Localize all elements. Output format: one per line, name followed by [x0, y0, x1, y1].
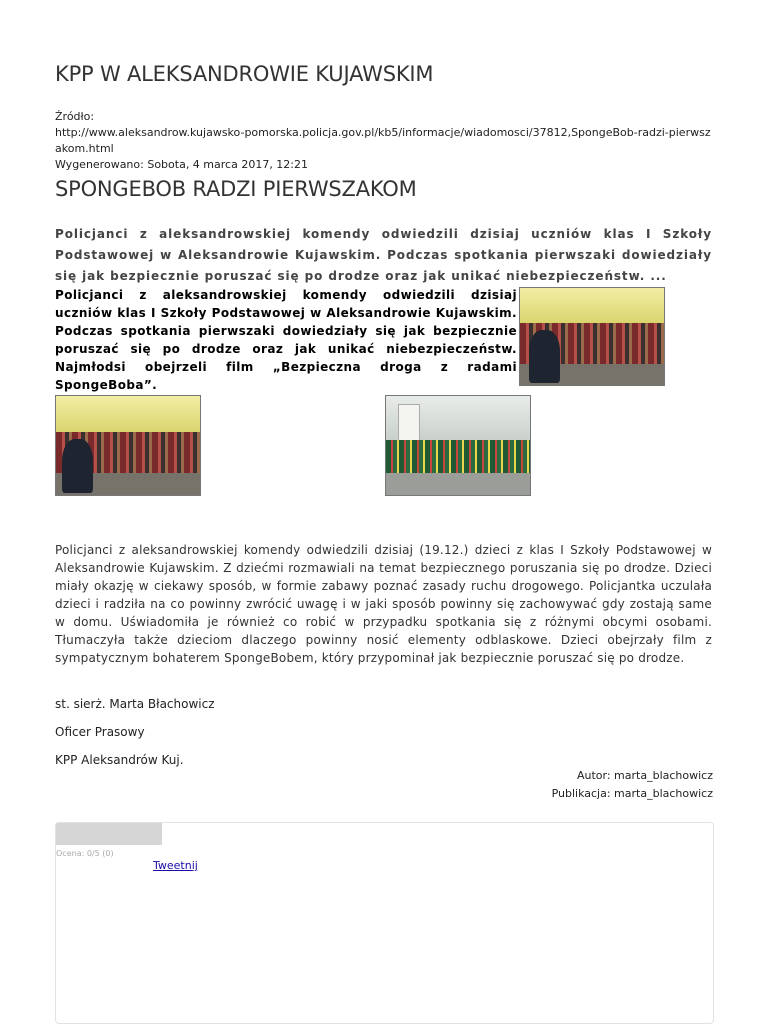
- photo-3[interactable]: [385, 395, 531, 496]
- article-lead: Policjanci z aleksandrowskiej komendy odwiedzili dzisiaj uczniów klas I Szkoły Podstawowej w Aleksandrowie Kujawskim. Podczas spotkania pierwszaki dowiedziały się jak bezpiecznie poruszać się po drodze oraz jak unikać niebezpieczeństw. ...: [55, 227, 712, 283]
- author-meta: Autor: marta_blachowicz: [576, 769, 713, 782]
- site-title: KPP W ALEKSANDROWIE KUJAWSKIM: [55, 62, 434, 86]
- publication-meta: Publikacja: marta_blachowicz: [551, 787, 713, 800]
- article-intro: Policjanci z aleksandrowskiej komendy odwiedzili dzisiaj uczniów klas I Szkoły Podstawowej w Aleksandrowie Kujawskim. Podczas spotkania pierwszaki dowiedziały się jak bezpiecznie poruszać się po drodze oraz jak unikać niebezpieczeństw. Najmłodsi obejrzeli film „Bezpieczna droga z radami SpongeBoba”.: [55, 288, 517, 392]
- rating-stars-bar[interactable]: [56, 823, 162, 845]
- article-title: SPONGEBOB RADZI PIERWSZAKOM: [55, 177, 417, 201]
- rating-label: Ocena: 0/5 (0): [56, 849, 114, 858]
- photo-1[interactable]: [519, 287, 665, 386]
- signature-role: Oficer Prasowy: [55, 725, 145, 739]
- photo-2[interactable]: [55, 395, 201, 496]
- source-url[interactable]: http://www.aleksandrow.kujawsko-pomorska.policja.gov.pl/kb5/informacje/wiadomosci/37812,SpongeBob-radzi-pierwszakom.html: [55, 126, 711, 155]
- signature-unit: KPP Aleksandrów Kuj.: [55, 753, 184, 767]
- article-body: Policjanci z aleksandrowskiej komendy odwiedzili dzisiaj (19.12.) dzieci z klas I Szkoły Podstawowej w Aleksandrowie Kujawskim. Z dziećmi rozmawiali na temat bezpiecznego poruszania się po drodze. Dzieci miały okazję w ciekawy sposób, w formie zabawy poznać zasady ruchu drogowego. Policjantka uczulała dzieci i radziła na co powinny zwrócić uwagę i w jaki sposób powinny się zachowywać gdy zostają same w domu. Uświadomiła je również co robić w przypadku spotkania się z różnymi obcymi osobami. Tłumaczyła także dzieciom dlaczego powinny nosić elementy odblaskowe. Dzieci obejrzały film z sympatycznym bohaterem SpongeBobem, który przypominał jak bezpiecznie poruszać się po drodze.: [55, 543, 712, 665]
- generated-date: Wygenerowano: Sobota, 4 marca 2017, 12:21: [55, 158, 309, 171]
- source-label: Źródło:: [55, 110, 95, 123]
- signature-name: st. sierż. Marta Błachowicz: [55, 697, 215, 711]
- source-block: [55, 109, 715, 173]
- tweet-link[interactable]: Tweetnij: [153, 859, 198, 872]
